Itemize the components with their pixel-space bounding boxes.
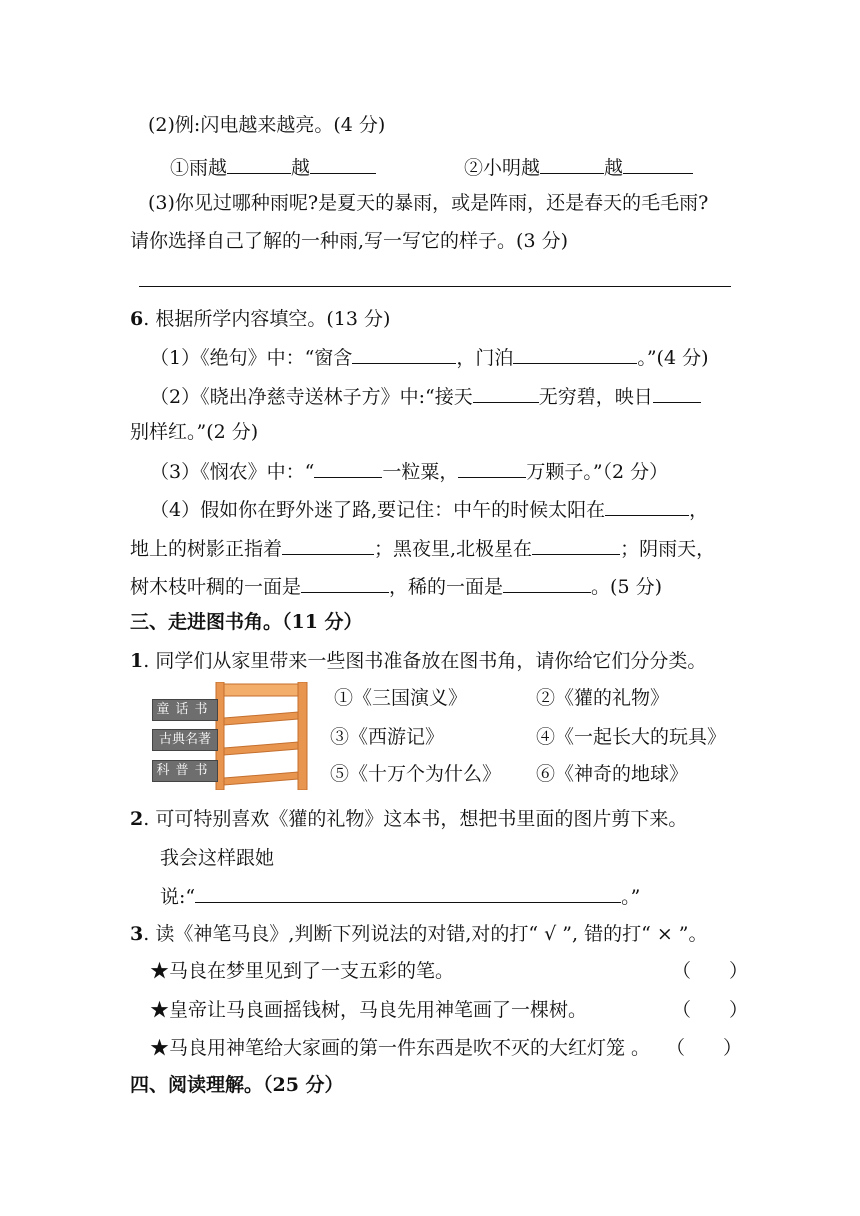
- judge-item: ★马良用神笔给大家画的第一件东西是吹不灭的大红灯笼 。: [150, 1037, 651, 1059]
- q5-p2a-prefix: ①雨越: [170, 157, 228, 179]
- answer-parens[interactable]: （ ）: [666, 1037, 743, 1059]
- shelf-label-science[interactable]: 科普书: [152, 760, 218, 782]
- s3-q2-line3: [160, 882, 640, 910]
- book-item[interactable]: ②《獾的礼物》: [536, 687, 670, 709]
- s3-q3: [130, 921, 708, 947]
- q6-item1: [150, 343, 709, 371]
- book-item[interactable]: ①《三国演义》: [334, 687, 468, 709]
- q6-title-text: . 根据所学内容填空。(13 分): [143, 308, 391, 330]
- text: ，稀的一面是: [389, 576, 504, 598]
- answer-blank[interactable]: [458, 457, 526, 478]
- s3-q1-number: 1: [130, 650, 144, 672]
- s3-q1: [130, 648, 706, 674]
- section3-heading: 三、走进图书角。（11 分）: [130, 611, 363, 633]
- q6-number: 6: [130, 308, 144, 330]
- text: （1）《绝句》中：“窗含: [150, 347, 353, 369]
- s3-q2-line2: 我会这样跟她: [160, 847, 275, 869]
- answer-blank[interactable]: [314, 457, 382, 478]
- answer-blank[interactable]: [227, 153, 291, 174]
- s3-q3-number: 3: [130, 923, 144, 945]
- text: ；黑夜里,北极星在: [374, 538, 533, 560]
- text: 。(5 分): [591, 576, 662, 598]
- q5-part2-item-b: [464, 153, 693, 181]
- answer-blank[interactable]: [513, 343, 637, 364]
- s3-q2-text: . 可可特别喜欢《獾的礼物》这本书，想把书里面的图片剪下来。: [143, 808, 688, 830]
- answer-blank[interactable]: [282, 534, 374, 555]
- answer-blank[interactable]: [352, 343, 456, 364]
- answer-blank[interactable]: [301, 572, 389, 593]
- text: 一粒粟，: [382, 461, 459, 483]
- book-item[interactable]: ③《西游记》: [330, 726, 445, 748]
- q6-item4-cont2: [130, 572, 662, 600]
- book-item[interactable]: ⑤《十万个为什么》: [330, 763, 502, 785]
- answer-blank[interactable]: [532, 534, 620, 555]
- judge-item: ★马良在梦里见到了一支五彩的笔。: [150, 960, 455, 982]
- answer-line[interactable]: [139, 286, 731, 287]
- section4-heading: 四、阅读理解。（25 分）: [130, 1074, 344, 1096]
- q5-part3-line2: 请你选择自己了解的一种雨,写一写它的样子。(3 分): [130, 230, 568, 252]
- q6-item3: [150, 457, 668, 485]
- text: 无穷碧，映日: [538, 386, 653, 408]
- q6-title: [130, 306, 390, 332]
- shelf-label-classics[interactable]: 古典名著: [152, 729, 218, 751]
- book-item[interactable]: ④《一起长大的玩具》: [536, 726, 727, 748]
- answer-blank[interactable]: [605, 495, 689, 516]
- answer-blank[interactable]: [653, 382, 701, 403]
- q5-p2b-prefix: ②小明越: [464, 157, 541, 179]
- shelf-label-fairy-tales[interactable]: 童话书: [152, 699, 218, 721]
- judge-item: ★皇帝让马良画摇钱树，马良先用神笔画了一棵树。: [150, 999, 588, 1021]
- q6-item4: [150, 495, 708, 523]
- text: 。”(4 分): [637, 347, 709, 369]
- text: （4）假如你在野外迷了路,要记住：中午的时候太阳在: [150, 499, 606, 521]
- answer-blank[interactable]: [540, 153, 604, 174]
- q6-item4-cont1: [130, 534, 715, 562]
- q5-part2-item-a: [170, 153, 376, 181]
- text: 树木枝叶稠的一面是: [130, 576, 302, 598]
- text: （3）《悯农》中：“: [150, 461, 315, 483]
- s3-q2: [130, 806, 687, 832]
- q6-item2: [150, 382, 701, 410]
- answer-blank[interactable]: [623, 153, 693, 174]
- text: ，: [689, 499, 709, 521]
- text: （2）《晓出净慈寺送林子方》中:“接天: [150, 386, 473, 408]
- book-item[interactable]: ⑥《神奇的地球》: [536, 763, 689, 785]
- text: 。”: [621, 886, 641, 908]
- answer-parens[interactable]: （ ）: [672, 960, 749, 982]
- q5-p2a-mid: 越: [291, 157, 311, 179]
- q6-item2-cont: 别样红。”(2 分): [130, 421, 259, 443]
- answer-blank[interactable]: [473, 382, 539, 403]
- answer-parens[interactable]: （ ）: [672, 999, 749, 1021]
- text: 地上的树影正指着: [130, 538, 283, 560]
- s3-q2-number: 2: [130, 808, 144, 830]
- q5-part2-title: (2)例:闪电越来越亮。(4 分): [148, 114, 386, 136]
- text: 万颗子。”（2 分）: [526, 461, 669, 483]
- text: ；阴雨天，: [620, 538, 716, 560]
- text: ，门泊: [456, 347, 514, 369]
- s3-q3-text: . 读《神笔马良》,判断下列说法的对错,对的打“ √ ”, 错的打“ × ”。: [143, 923, 708, 945]
- text: 说:“: [160, 886, 196, 908]
- q5-part3-line1: (3)你见过哪种雨呢?是夏天的暴雨，或是阵雨，还是春天的毛毛雨?: [148, 192, 709, 214]
- answer-blank[interactable]: [310, 153, 376, 174]
- answer-blank[interactable]: [195, 882, 621, 903]
- bookshelf-illustration: [214, 682, 310, 790]
- answer-blank[interactable]: [503, 572, 591, 593]
- q5-p2b-mid: 越: [604, 157, 624, 179]
- s3-q1-text: . 同学们从家里带来一些图书准备放在图书角，请你给它们分分类。: [143, 650, 707, 672]
